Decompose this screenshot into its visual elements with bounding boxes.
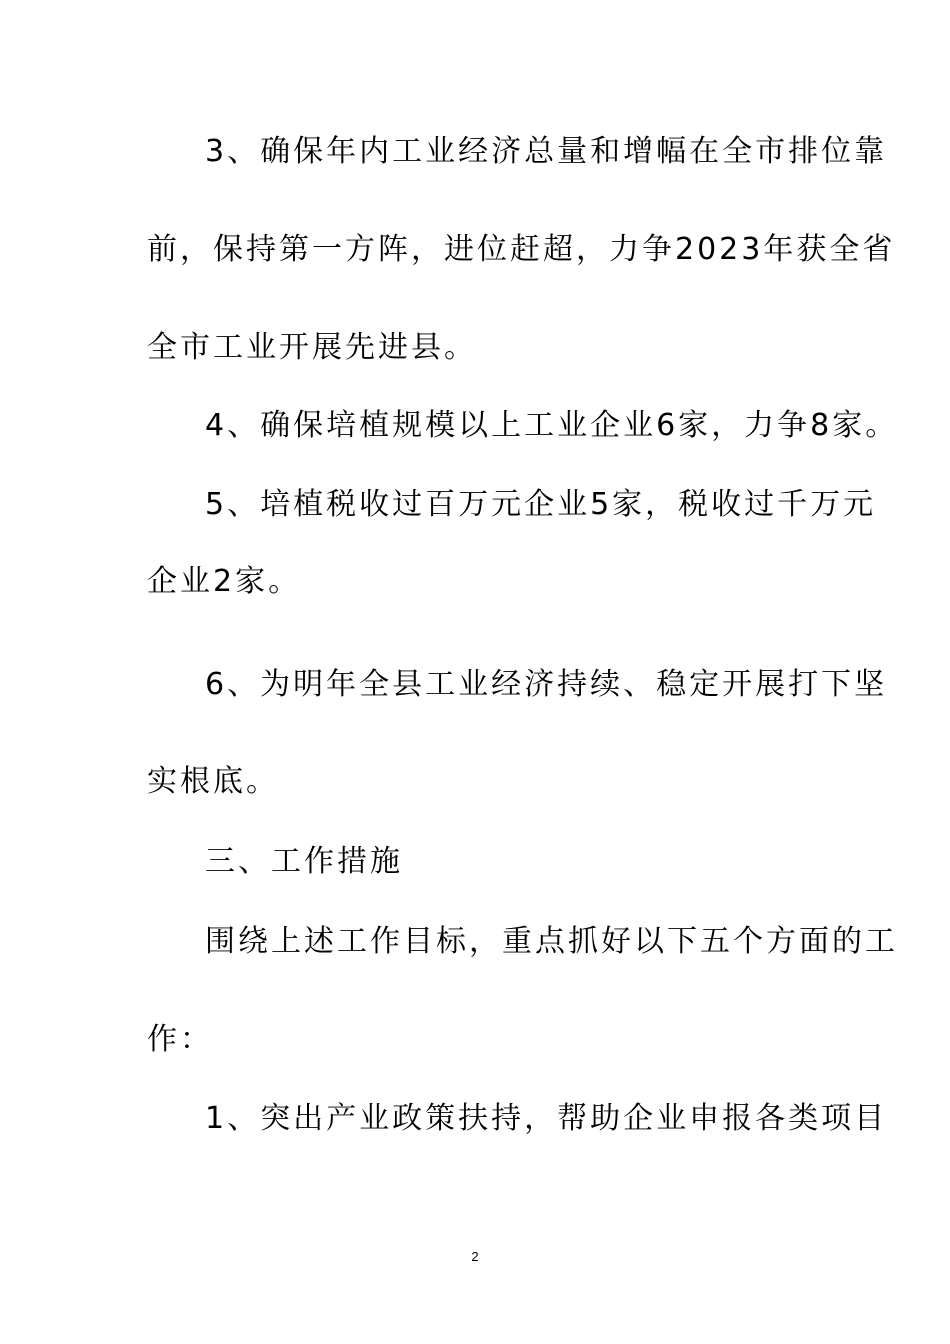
text-line-measures-intro-part1: 围绕上述工作目标，重点抓好以下五个方面的工 xyxy=(205,924,898,959)
text-line-goal-6-part2: 实根底。 xyxy=(147,764,279,799)
text-line-goal-4: 4、确保培植规模以上工业企业6家，力争8家。 xyxy=(205,408,899,443)
page-number: 2 xyxy=(471,1249,479,1264)
text-line-goal-3-part3: 全市工业开展先进县。 xyxy=(147,330,477,365)
text-line-goal-5-part1: 5、培植税收过百万元企业5家，税收过千万元 xyxy=(205,487,877,522)
text-line-goal-6-part1: 6、为明年全县工业经济持续、稳定开展打下坚 xyxy=(205,667,888,702)
text-line-goal-5-part2: 企业2家。 xyxy=(147,564,302,599)
text-line-goal-3-part2: 前，保持第一方阵，进位赶超，力争2023年获全省 xyxy=(147,232,896,267)
text-line-goal-3-part1: 3、确保年内工业经济总量和增幅在全市排位靠 xyxy=(205,134,888,169)
text-line-measures-intro-part2: 作： xyxy=(147,1022,213,1057)
text-line-measure-1: 1、突出产业政策扶持，帮助企业申报各类项目 xyxy=(205,1101,888,1136)
section-heading-work-measures: 三、工作措施 xyxy=(205,844,403,879)
